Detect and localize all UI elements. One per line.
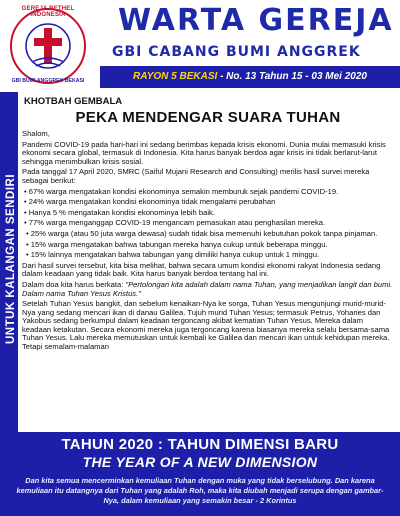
survey-bullet: • 24% warga mengatakan kondisi ekonominya tidak mengalami perubahan <box>24 197 276 207</box>
prayer-quote: "Pertolongan kita adalah dalam nama Tuhan, yang menjadikan langit dan bumi. Dalam nama Tuhan Yesus Kristus." <box>22 279 393 298</box>
church-logo <box>8 6 88 86</box>
side-label: UNTUK KALANGAN SENDIRI <box>5 173 17 345</box>
footer-banner <box>0 432 400 516</box>
prayer-intro: Dalam doa kita harus berkata: <box>22 279 126 289</box>
issue-info: - No. 13 Tahun 15 - 03 Mei 2020 <box>217 71 367 82</box>
newsletter-title: WARTA GEREJA <box>118 3 394 38</box>
survey-sub-bullet: • 25% warga (atau 50 juta warga dewasa) sudah tidak bisa memenuhi kebutuhan pokok tanpa pinjaman. <box>26 228 378 238</box>
paragraph: Pada tanggal 17 April 2020, SMRC (Saiful Mujani Research and Consulting) merilis hasil survei mereka sebagai berikut: <box>22 167 370 185</box>
issue-band <box>100 66 400 88</box>
prayer-paragraph <box>22 281 394 298</box>
year-theme-subtitle: THE YEAR OF A NEW DIMENSION <box>82 454 318 470</box>
scripture-text: Dan kita semua mencerminkan kemuliaan Tuhan dengan muka yang tidak berselubung. Dan karena kemuliaan itu datangnya dari Tuhan yang adalah Roh, maka kita diubah menjadi serupa dengan gambar-Nya, dalam kemuliaan yang semakin besar - 2 Korintus <box>16 476 384 505</box>
article <box>22 94 394 432</box>
church-name: GBI CABANG BUMI ANGGREK <box>112 44 361 60</box>
paragraph: Setelah Tuhan Yesus bangkit, dan sebelum kenaikan-Nya ke sorga, Tuhan Yesus mengunjungi murid-murid-Nya yang sedang mencari ikan di danau Galilea. Tujuh murid Tuhan Yesus; termasuk Petrus, Yohanes dan Yakobus sedang berkumpul dalam keadaan tergoncang akibat kematian Tuhan Yesus. Mereka dalam keadaan ketakutan. Secara ekonomi mereka juga tergoncang karena biasanya mereka selalu bersama-sama Tuhan Yesus. Lalu mereka memutuskan untuk kembali ke Galilea dan mencari ikan untuk kehidupan mereka. Tetapi semalam-malaman <box>22 299 390 352</box>
paragraph: Dari hasil survei tersebut, kita bisa melihat, bahwa secara umum kondisi ekonomi rakyat Indonesia sedang dalam keadaan yang tidak baik. Kita harus banyak berdoa tentang hal ini. <box>22 260 381 279</box>
logo-emblem-icon <box>8 6 88 86</box>
survey-sub-bullet: • 15% warga mengatakan bahwa tabungan mereka hanya cukup untuk beberapa minggu. <box>26 239 328 249</box>
survey-bullet: • 67% warga mengatakan kondisi ekonominya semakin memburuk sejak pandemi COVID-19. <box>24 186 339 196</box>
survey-bullet: • Hanya 5 % mengatakan kondisi ekonominya lebih baik. <box>24 207 215 217</box>
section-heading: KHOTBAH GEMBALA <box>24 96 123 107</box>
rayon-label: RAYON 5 BEKASI <box>133 71 218 82</box>
survey-bullet: • 77% warga menganggap COVID-19 mengancam pemasukan atau penghasilan mereka. <box>24 218 326 228</box>
logo-bottom-text: GBI BUMI ANGGREK BEKASI <box>11 78 85 84</box>
year-theme-title: TAHUN 2020 : TAHUN DIMENSI BARU <box>61 436 339 453</box>
survey-sub-bullet: • 15% lainnya mengatakan bahwa tabungan yang dimiliki hanya cukup untuk 1 minggu. <box>26 250 320 260</box>
article-body <box>22 130 394 352</box>
paragraph: Pandemi COVID-19 pada hari-hari ini sedang berimbas kepada krisis ekonomi. Dunia mulai memasuki krisis ekonomi secara global, termasuk di Indonesia. Kita harus banyak berdoa agar krisis ini tidak berlarut-larut sehingga menimbulkan krisis sosial. <box>22 139 386 166</box>
greeting: Shalom, <box>22 129 50 138</box>
logo-ring-text: GEREJA BETHEL INDONESIA <box>21 6 75 18</box>
article-title: PEKA MENDENGAR SUARA TUHAN <box>75 109 341 126</box>
header <box>0 0 400 92</box>
